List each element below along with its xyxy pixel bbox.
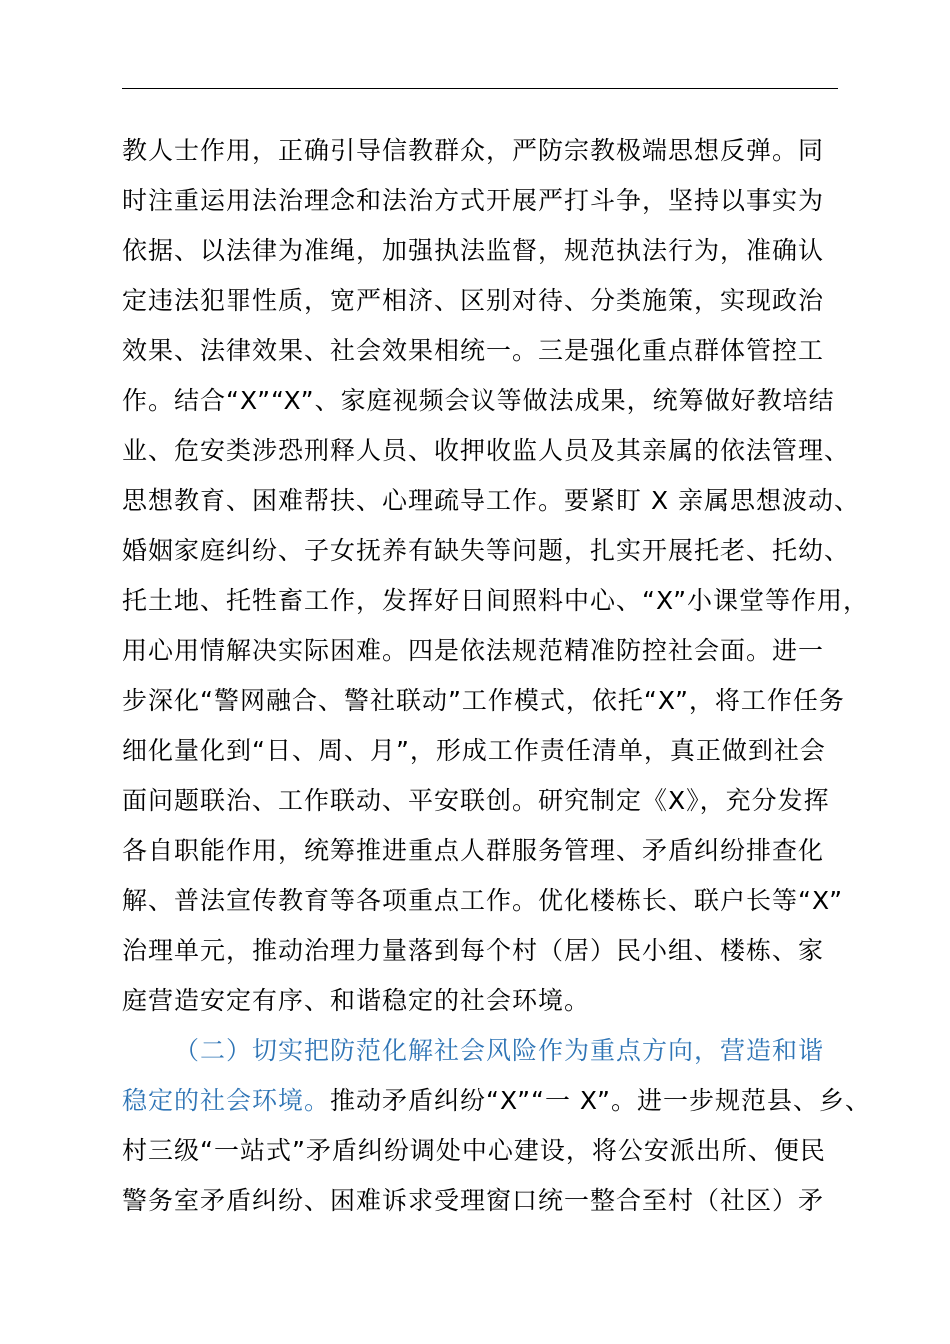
paragraph-line: 托土地、托牲畜工作，发挥好日间照料中心、“X”小课堂等作用， <box>122 586 870 615</box>
paragraph-line: 效果、法律效果、社会效果相统一。三是强化重点群体管控工 <box>122 336 825 365</box>
paragraph-line: 教人士作用，正确引导信教群众，严防宗教极端思想反弹。同 <box>122 136 825 165</box>
paragraph-line: 步深化“警网融合、警社联动”工作模式，依托“X”，将工作任务 <box>122 686 845 715</box>
paragraph-line: 定违法犯罪性质，宽严相济、区别对待、分类施策，实现政治 <box>122 286 825 315</box>
paragraph-line: 时注重运用法治理念和法治方式开展严打斗争，坚持以事实为 <box>122 186 825 215</box>
document-body <box>122 126 871 1226</box>
paragraph-line: 依据、以法律为准绳，加强执法监督，规范执法行为，准确认 <box>122 236 825 265</box>
paragraph-line: 业、危安类涉恐刑释人员、收押收监人员及其亲属的依法管理、 <box>122 436 851 465</box>
section-heading-end: 稳定的社会环境。 <box>122 1086 331 1115</box>
paragraph-line: 各自职能作用，统筹推进重点人群服务管理、矛盾纠纷排查化 <box>122 836 825 865</box>
paragraph-line: 面问题联治、工作联动、平安联创。研究制定《X》，充分发挥 <box>122 786 830 815</box>
section-body-text: 推动矛盾纠纷“X”“一 X”。进一步规范县、乡、 <box>330 1086 871 1115</box>
paragraph-line: 治理单元，推动治理力量落到每个村（居）民小组、楼栋、家 <box>122 936 825 965</box>
paragraph-line: 庭营造安定有序、和谐稳定的社会环境。 <box>122 986 591 1015</box>
section-heading: （二）切实把防范化解社会风险作为重点方向，营造和谐 <box>174 1036 825 1065</box>
paragraph-line: 婚姻家庭纠纷、子女抚养有缺失等问题，扎实开展托老、托幼、 <box>122 536 851 565</box>
paragraph-line: 警务室矛盾纠纷、困难诉求受理窗口统一整合至村（社区）矛 <box>122 1186 825 1215</box>
paragraph-line: 作。结合“X”“X”、家庭视频会议等做法成果，统筹做好教培结 <box>122 386 835 415</box>
header-rule <box>122 88 838 89</box>
paragraph-line: 村三级“一站式”矛盾纠纷调处中心建设，将公安派出所、便民 <box>122 1136 826 1165</box>
paragraph-line: 思想教育、困难帮扶、心理疏导工作。要紧盯 X 亲属思想波动、 <box>122 486 861 515</box>
paragraph-line: 用心用情解决实际困难。四是依法规范精准防控社会面。进一 <box>122 636 825 665</box>
section-heading-continuation <box>122 1076 871 1126</box>
paragraph-line: 细化量化到“日、周、月”，形成工作责任清单，真正做到社会 <box>122 736 826 765</box>
paragraph-line: 解、普法宣传教育等各项重点工作。优化楼栋长、联户长等“X” <box>122 886 844 915</box>
